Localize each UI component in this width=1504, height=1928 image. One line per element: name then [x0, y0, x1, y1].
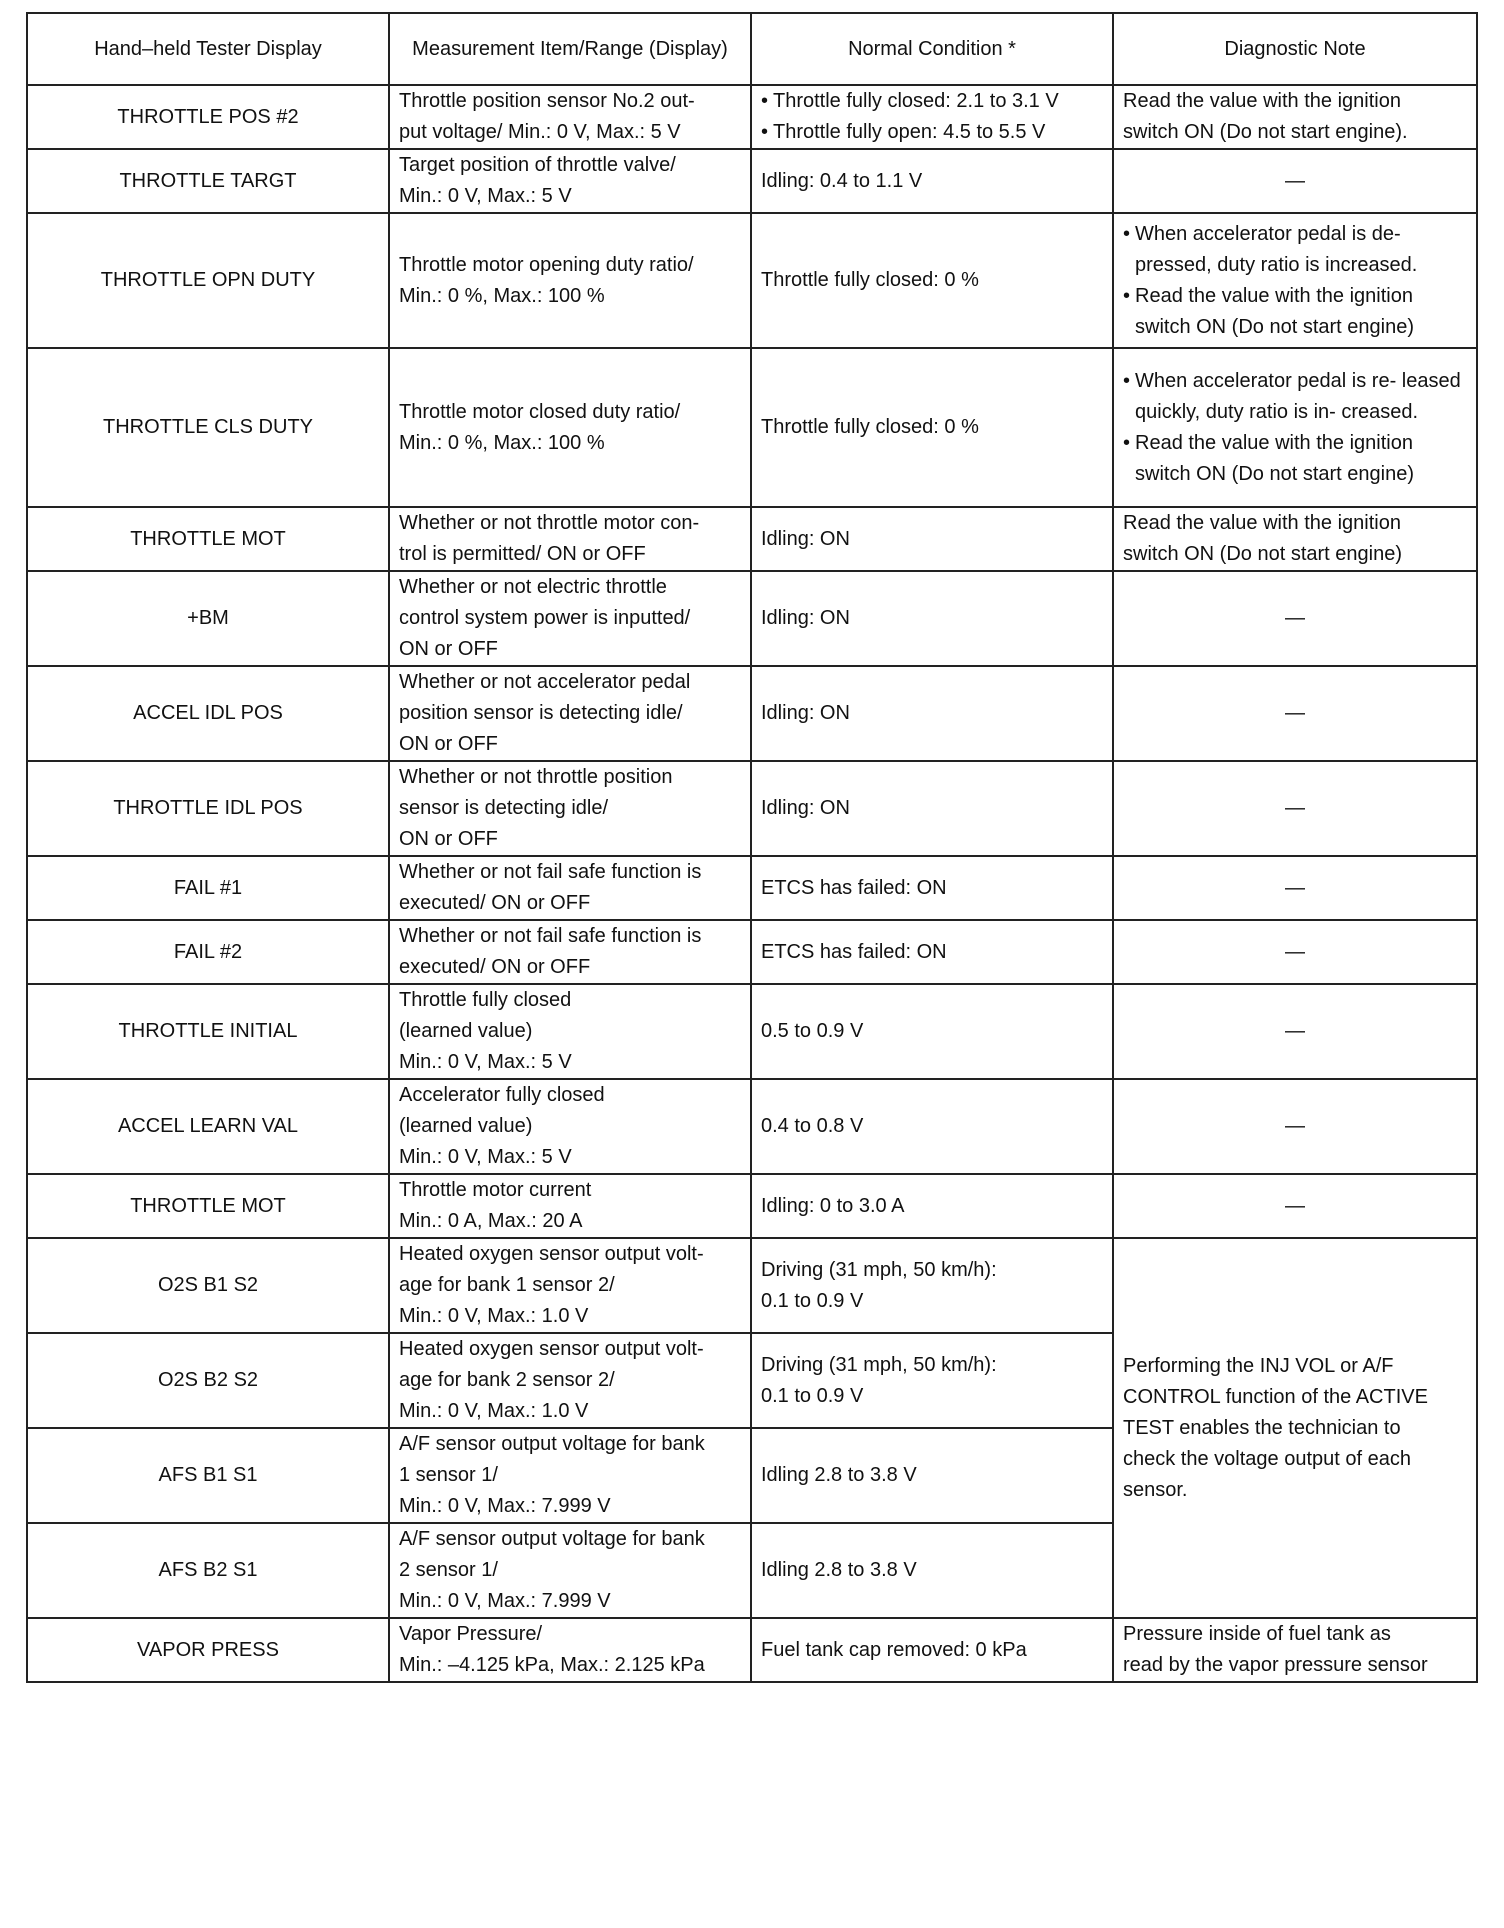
cell-tester-display: THROTTLE MOT — [27, 1174, 389, 1238]
diagnostic-note-line: sensor. — [1123, 1478, 1188, 1501]
cell-measurement-item — [389, 666, 751, 761]
table-row — [27, 213, 1477, 348]
table-row — [27, 348, 1477, 507]
table-row — [27, 984, 1477, 1079]
measurement-line: Accelerator fully closed — [399, 1084, 605, 1106]
cell-measurement-item — [389, 920, 751, 984]
cell-normal-condition — [751, 213, 1113, 348]
cell-normal-condition — [751, 666, 1113, 761]
measurement-line: Whether or not throttle position — [399, 766, 673, 788]
cell-diagnostic-note: — — [1113, 984, 1477, 1079]
measurement-line: sensor is detecting idle/ — [399, 797, 609, 819]
cell-measurement-item — [389, 213, 751, 348]
header-tester-display: Hand–held Tester Display — [27, 13, 389, 85]
cell-diagnostic-note — [1113, 348, 1477, 507]
cell-measurement-item — [389, 1238, 751, 1333]
cell-normal-condition — [751, 85, 1113, 149]
cell-normal-condition — [751, 1079, 1113, 1174]
measurement-line: (learned value) — [399, 1115, 533, 1137]
diagnostic-note-line: Read the value with the ignition — [1123, 90, 1401, 112]
measurement-line: Whether or not throttle motor con- — [399, 512, 700, 534]
measurement-line: ON or OFF — [399, 638, 498, 660]
cell-tester-display: +BM — [27, 571, 389, 666]
cell-measurement-item — [389, 348, 751, 507]
diagnostic-note-bullet: • Read the value with the ignition switch ON (Do not start engine) — [1123, 281, 1467, 343]
header-measurement-item: Measurement Item/Range (Display) — [389, 13, 751, 85]
measurement-line: Throttle motor closed duty ratio/ — [399, 400, 681, 423]
cell-diagnostic-note — [1113, 213, 1477, 348]
table-row — [27, 666, 1477, 761]
diagnostic-note-line: Performing the INJ VOL or A/F — [1123, 1354, 1394, 1377]
cell-tester-display: ACCEL IDL POS — [27, 666, 389, 761]
table-row — [27, 1618, 1477, 1682]
cell-measurement-item — [389, 507, 751, 571]
cell-diagnostic-note: — — [1113, 1079, 1477, 1174]
cell-diagnostic-note — [1113, 507, 1477, 571]
table-row — [27, 920, 1477, 984]
measurement-line: Whether or not electric throttle — [399, 576, 667, 598]
measurement-line: Min.: 0 V, Max.: 7.999 V — [399, 1495, 611, 1517]
cell-normal-condition — [751, 984, 1113, 1079]
cell-tester-display: THROTTLE CLS DUTY — [27, 348, 389, 507]
cell-normal-condition — [751, 1174, 1113, 1238]
cell-diagnostic-note — [1113, 1618, 1477, 1682]
measurement-line: Throttle motor current — [399, 1179, 592, 1201]
measurement-line: Whether or not accelerator pedal — [399, 671, 691, 693]
cell-diagnostic-note: — — [1113, 1174, 1477, 1238]
normal-condition-line: Idling: 0 to 3.0 A — [761, 1194, 905, 1217]
measurement-line: (learned value) — [399, 1020, 533, 1042]
measurement-line: Min.: 0 V, Max.: 5 V — [399, 1051, 572, 1073]
measurement-line: 1 sensor 1/ — [399, 1464, 498, 1486]
cell-tester-display: FAIL #1 — [27, 856, 389, 920]
measurement-line: 2 sensor 1/ — [399, 1559, 498, 1581]
tester-data-table — [26, 12, 1478, 1683]
measurement-line: Heated oxygen sensor output volt- — [399, 1243, 704, 1265]
table-row — [27, 1238, 1477, 1333]
cell-tester-display: ACCEL LEARN VAL — [27, 1079, 389, 1174]
cell-normal-condition — [751, 507, 1113, 571]
cell-measurement-item — [389, 149, 751, 213]
normal-condition-line: 0.1 to 0.9 V — [761, 1384, 864, 1407]
measurement-line: Whether or not fail safe function is — [399, 861, 702, 883]
cell-normal-condition — [751, 920, 1113, 984]
table-row — [27, 1174, 1477, 1238]
normal-condition-line: 0.1 to 0.9 V — [761, 1289, 864, 1312]
cell-diagnostic-note: — — [1113, 761, 1477, 856]
cell-tester-display: O2S B2 S2 — [27, 1333, 389, 1428]
measurement-line: Vapor Pressure/ — [399, 1623, 543, 1645]
cell-measurement-item — [389, 1618, 751, 1682]
normal-condition-line: Driving (31 mph, 50 km/h): — [761, 1258, 997, 1281]
measurement-line: age for bank 2 sensor 2/ — [399, 1369, 615, 1391]
cell-diagnostic-note: — — [1113, 666, 1477, 761]
cell-measurement-item — [389, 761, 751, 856]
cell-tester-display: THROTTLE MOT — [27, 507, 389, 571]
header-normal-condition: Normal Condition * — [751, 13, 1113, 85]
cell-diagnostic-note — [1113, 85, 1477, 149]
diagnostic-note-bullet: • When accelerator pedal is de- pressed, duty ratio is increased. — [1123, 219, 1467, 281]
measurement-line: Min.: 0 V, Max.: 5 V — [399, 185, 572, 207]
measurement-line: control system power is inputted/ — [399, 607, 691, 629]
table-row — [27, 1079, 1477, 1174]
normal-condition-line: ETCS has failed: ON — [761, 876, 947, 899]
diagnostic-note-line: switch ON (Do not start engine). — [1123, 121, 1408, 143]
measurement-line: put voltage/ Min.: 0 V, Max.: 5 V — [399, 121, 681, 143]
cell-normal-condition — [751, 856, 1113, 920]
cell-tester-display: THROTTLE IDL POS — [27, 761, 389, 856]
cell-normal-condition — [751, 761, 1113, 856]
measurement-line: Whether or not fail safe function is — [399, 925, 702, 947]
cell-tester-display: THROTTLE TARGT — [27, 149, 389, 213]
cell-normal-condition — [751, 1428, 1113, 1523]
cell-normal-condition — [751, 1238, 1113, 1333]
diagnostic-note-line: Read the value with the ignition — [1123, 512, 1401, 534]
measurement-line: Min.: 0 V, Max.: 7.999 V — [399, 1590, 611, 1612]
cell-measurement-item — [389, 1428, 751, 1523]
table-row — [27, 571, 1477, 666]
cell-measurement-item — [389, 856, 751, 920]
measurement-line: ON or OFF — [399, 733, 498, 755]
normal-condition-line: Throttle fully closed: 0 % — [761, 269, 979, 291]
measurement-line: A/F sensor output voltage for bank — [399, 1433, 705, 1455]
measurement-line: age for bank 1 sensor 2/ — [399, 1274, 615, 1296]
measurement-line: Min.: 0 V, Max.: 1.0 V — [399, 1305, 589, 1327]
measurement-line: executed/ ON or OFF — [399, 956, 591, 978]
measurement-line: Min.: –4.125 kPa, Max.: 2.125 kPa — [399, 1654, 705, 1676]
cell-measurement-item — [389, 1523, 751, 1618]
normal-condition-line: Idling: ON — [761, 527, 850, 550]
measurement-line: ON or OFF — [399, 828, 498, 850]
measurement-line: position sensor is detecting idle/ — [399, 702, 683, 724]
cell-tester-display: O2S B1 S2 — [27, 1238, 389, 1333]
cell-measurement-item — [389, 984, 751, 1079]
diagnostic-note-line: TEST enables the technician to — [1123, 1416, 1401, 1439]
cell-measurement-item — [389, 571, 751, 666]
table-body — [27, 85, 1477, 1682]
cell-diagnostic-note — [1113, 1238, 1477, 1618]
diagnostic-note-bullet: • Read the value with the ignition switch ON (Do not start engine) — [1123, 428, 1467, 490]
normal-condition-line: Idling: 0.4 to 1.1 V — [761, 169, 923, 192]
cell-tester-display: THROTTLE OPN DUTY — [27, 213, 389, 348]
measurement-line: Min.: 0 %, Max.: 100 % — [399, 431, 605, 454]
normal-condition-line: 0.4 to 0.8 V — [761, 1115, 864, 1137]
measurement-line: Min.: 0 A, Max.: 20 A — [399, 1210, 583, 1232]
cell-tester-display: THROTTLE INITIAL — [27, 984, 389, 1079]
normal-condition-line: 0.5 to 0.9 V — [761, 1020, 864, 1042]
measurement-line: trol is permitted/ ON or OFF — [399, 543, 646, 565]
normal-condition-line: Throttle fully closed: 0 % — [761, 416, 979, 438]
cell-diagnostic-note: — — [1113, 149, 1477, 213]
measurement-line: Heated oxygen sensor output volt- — [399, 1338, 704, 1360]
table-row — [27, 149, 1477, 213]
diagnostic-note-line: switch ON (Do not start engine) — [1123, 543, 1402, 565]
diagnostic-note-line: CONTROL function of the ACTIVE — [1123, 1385, 1428, 1408]
measurement-line: Throttle motor opening duty ratio/ — [399, 253, 694, 276]
normal-condition-line: Driving (31 mph, 50 km/h): — [761, 1353, 997, 1376]
cell-tester-display: AFS B2 S1 — [27, 1523, 389, 1618]
measurement-line: Min.: 0 V, Max.: 1.0 V — [399, 1400, 589, 1422]
normal-condition-bullet: • Throttle fully open: 4.5 to 5.5 V — [761, 117, 1103, 148]
cell-measurement-item — [389, 1174, 751, 1238]
normal-condition-line: Fuel tank cap removed: 0 kPa — [761, 1638, 1027, 1661]
cell-tester-display: VAPOR PRESS — [27, 1618, 389, 1682]
cell-measurement-item — [389, 85, 751, 149]
diagnostic-note-line: Pressure inside of fuel tank as — [1123, 1623, 1391, 1645]
diagnostic-note-line: check the voltage output of each — [1123, 1447, 1411, 1470]
cell-normal-condition — [751, 571, 1113, 666]
normal-condition-line: Idling 2.8 to 3.8 V — [761, 1559, 917, 1581]
table-row — [27, 761, 1477, 856]
cell-diagnostic-note: — — [1113, 571, 1477, 666]
diagnostic-note-line: read by the vapor pressure sensor — [1123, 1654, 1428, 1676]
normal-condition-line: Idling: ON — [761, 702, 850, 724]
table-row — [27, 85, 1477, 149]
measurement-line: Target position of throttle valve/ — [399, 154, 676, 176]
normal-condition-line: ETCS has failed: ON — [761, 940, 947, 963]
measurement-line: Throttle fully closed — [399, 989, 572, 1011]
measurement-line: Throttle position sensor No.2 out- — [399, 90, 695, 112]
cell-measurement-item — [389, 1079, 751, 1174]
table-row — [27, 856, 1477, 920]
cell-diagnostic-note: — — [1113, 856, 1477, 920]
normal-condition-line: Idling: ON — [761, 607, 850, 629]
measurement-line: Min.: 0 V, Max.: 5 V — [399, 1146, 572, 1168]
normal-condition-bullet: • Throttle fully closed: 2.1 to 3.1 V — [761, 86, 1103, 117]
normal-condition-line: Idling 2.8 to 3.8 V — [761, 1464, 917, 1486]
diagnostic-note-bullet: • When accelerator pedal is re- leased quickly, duty ratio is in- creased. — [1123, 366, 1467, 428]
cell-diagnostic-note: — — [1113, 920, 1477, 984]
cell-normal-condition — [751, 1333, 1113, 1428]
cell-tester-display: AFS B1 S1 — [27, 1428, 389, 1523]
measurement-line: Min.: 0 %, Max.: 100 % — [399, 284, 605, 307]
table-header-row — [27, 13, 1477, 85]
header-diagnostic-note: Diagnostic Note — [1113, 13, 1477, 85]
cell-tester-display: FAIL #2 — [27, 920, 389, 984]
cell-measurement-item — [389, 1333, 751, 1428]
measurement-line: A/F sensor output voltage for bank — [399, 1528, 705, 1550]
measurement-line: executed/ ON or OFF — [399, 892, 591, 914]
cell-normal-condition — [751, 1523, 1113, 1618]
cell-normal-condition — [751, 149, 1113, 213]
normal-condition-line: Idling: ON — [761, 797, 850, 819]
cell-tester-display: THROTTLE POS #2 — [27, 85, 389, 149]
cell-normal-condition — [751, 348, 1113, 507]
cell-normal-condition — [751, 1618, 1113, 1682]
table-row — [27, 507, 1477, 571]
